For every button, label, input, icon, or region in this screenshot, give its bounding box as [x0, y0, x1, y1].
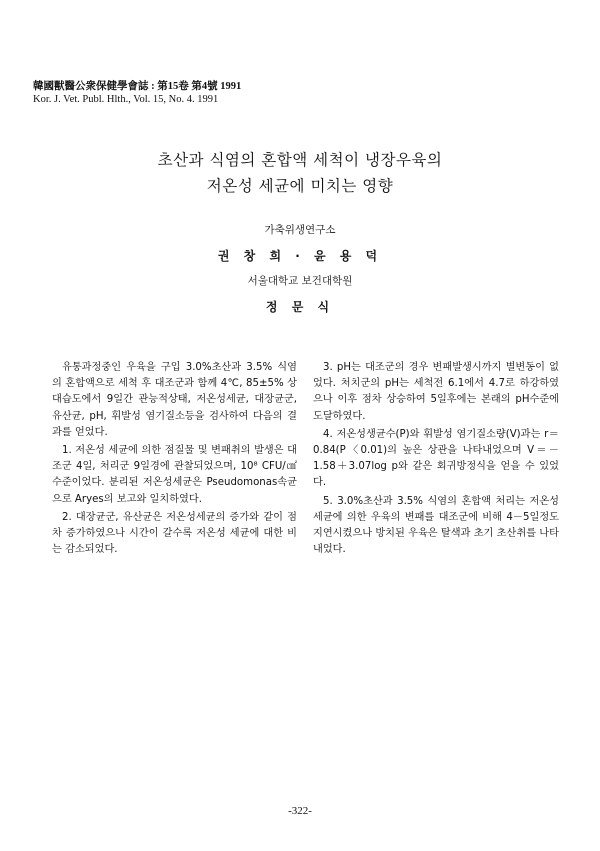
- abstract-paragraph: 유통과정중인 우육을 구입 3.0%초산과 3.5% 식염의 혼합액으로 세척 후 대조군과 함께 4℃, 85±5% 상대습도에서 9일간 관능적상태, 저온성세균, 대장균군, 유산균, pH, 휘발성 염기질소등을 검사하여 다음의 결과를 얻었다.: [52, 362, 297, 438]
- abstract-paragraph: 3. pH는 대조군의 경우 변패발생시까지 별변동이 없었다. 처치군의 pH는 세척전 6.1에서 4.7로 하강하였으나 이후 점차 상승하여 5일후에는 본래의 pH수준에 도달하였다.: [313, 362, 559, 422]
- abstract-paragraph: 4. 저온성생균수(P)와 휘발성 염기질소량(V)과는 r＝0.84(P〈0.01)의 높은 상관을 나타내었으며 V＝－1.58＋3.07log p와 같은 회귀방정식을 얻을 수 있었다.: [313, 428, 559, 489]
- author-group-1: 권 창 희 · 윤 용 덕: [217, 249, 383, 263]
- journal-citation-korean: 韓國獸醫公衆保健學會誌 : 第15卷 第4號 1991: [33, 81, 242, 92]
- abstract-left-column: [52, 360, 297, 560]
- abstract-right-column: [313, 360, 559, 560]
- page-number: -322-: [288, 805, 312, 817]
- paper-title: [0, 147, 600, 199]
- paper-title-line-1: 초산과 식염의 혼합액 세척이 냉장우육의: [157, 151, 443, 169]
- abstract-paragraph: 5. 3.0%초산과 3.5% 식염의 혼합액 처리는 저온성세균에 의한 우육의 변패를 대조군에 비해 4－5일정도 지연시켰으나 방치된 우육은 탈색과 초기 초산취를 나타내었다.: [313, 495, 559, 556]
- journal-citation: [33, 80, 241, 106]
- affiliation-1: 가축위생연구소: [264, 224, 336, 236]
- abstract-paragraph: 2. 대장균군, 유산균은 저온성세균의 증가와 같이 점차 증가하였으나 시간이 갈수록 저온성 세균에 대한 비는 감소되었다.: [52, 511, 297, 556]
- affiliation-2: 서울대학교 보건대학원: [247, 275, 353, 287]
- abstract-paragraph: 1. 저온성 세균에 의한 점질물 및 변패취의 발생은 대조군 4일, 처리군 9일경에 관찰되었으며, 10⁸ CFU/㎠ 수준이었다. 분리된 저온성세균은 Pseudomonas속균으로 Aryes의 보고와 일치하였다.: [52, 445, 297, 505]
- paper-title-line-2: 저온성 세균에 미치는 영향: [206, 177, 394, 195]
- author-group-2: 정 문 식: [265, 300, 335, 314]
- journal-citation-english: Kor. J. Vet. Publ. Hlth., Vol. 15, No. 4. 1991: [33, 94, 219, 105]
